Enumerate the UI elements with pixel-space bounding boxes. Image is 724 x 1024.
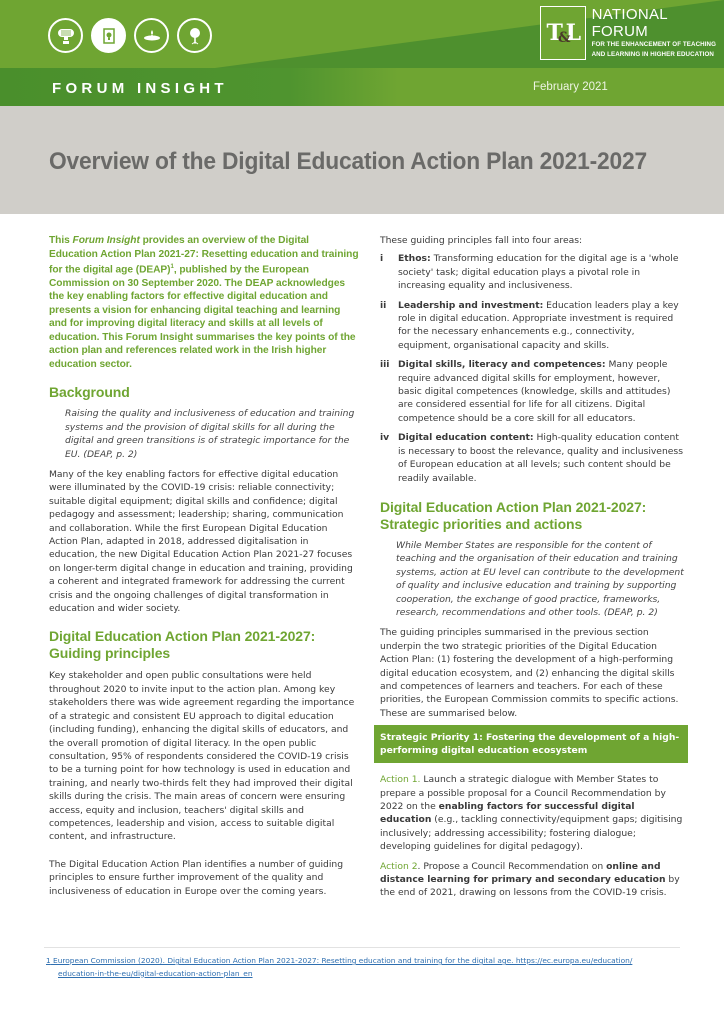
left-column <box>49 234 359 898</box>
footnote <box>46 955 686 980</box>
series-label: FORUM INSIGHT <box>52 80 228 97</box>
background-heading: Background <box>49 384 130 401</box>
logo-subtitle-1: FOR THE ENHANCEMENT OF TEACHING <box>591 41 717 48</box>
tree-roots-icon <box>177 18 212 53</box>
strategic-quote: While Member States are responsible for the content of teaching and the organisation of their education and training systems, action at EU level can contribute to the development of quality and inclusive education and training by supporting cooperation, the exchange of good practice, frameworks, research, recommendations and other tools. (DEAP, p. 2) <box>396 539 684 618</box>
title-band <box>0 106 724 214</box>
guiding-paragraph-2: The Digital Education Action Plan identifies a number of guiding principles to ensure further improvement of the quality and inclusiveness of education in Europe over the coming years. <box>49 858 344 897</box>
logo-title: NATIONAL FORUM <box>591 6 668 40</box>
principles-list <box>380 252 685 485</box>
publication-date: February 2021 <box>533 81 608 93</box>
logo-subtitle-2: AND LEARNING IN HIGHER EDUCATION <box>591 51 714 58</box>
page-title: Overview of the Digital Education Action Plan 2021-2027 <box>49 148 647 175</box>
right-column <box>380 234 685 900</box>
guiding-paragraph-1: Key stakeholder and open public consultations were held throughout 2020 to invite input to the action plan. Among key stakeholders there was wide agreement regarding the importance of a strategic and consistent EU approach to digital education (including funding), enhancing the digital skills of educators, and the overall promotion of digital literacy. In the open public consultation, 95% of respondents considered the COVID-19 crisis to be a turning point for how technology is used in education and training, and nearly two-thirds felt they had improved their digital skills during the crisis. The main areas of concern were ensuring access, equity and inclusion, teachers' digital skills and competences, leadership and vision, access to suitable digital content, and infrastructure. <box>49 670 355 843</box>
principle-item: iii Digital skills, literacy and competences: Many people require advanced digital skills for employment, however, basic digital competences (knowledge, skills and attitudes) are considered essential for life for all citizens. Digital competence should be a core skill for all educators. <box>380 359 671 424</box>
strategic-paragraph: The guiding principles summarised in the previous section underpin the two strategic priorities of the Digital Education Action Plan: (1) fostering the development of a high-performing digital education ecosystem, and (2) enhancing the digital skills and competences of learners and teachers. For each of these priorities, the European Commission commits to specific actions. These are summarised below. <box>380 627 679 719</box>
footnote-ref[interactable]: 1 <box>170 264 174 270</box>
guiding-principles-heading: Digital Education Action Plan 2021-2027: Guiding principles <box>49 628 316 662</box>
areas-intro: These guiding principles fall into four areas: <box>380 235 583 246</box>
principle-item: ii Leadership and investment: Education leaders play a key role in digital education. Appropriate investment is required for the necessary enhancements e.g., connectivity, equipment, organisational capacity and skills. <box>380 299 679 351</box>
footnote-divider <box>44 947 680 948</box>
theme-icons <box>48 18 212 53</box>
strategic-priority-1-box: Strategic Priority 1: Fostering the development of a high-performing digital education ecosystem <box>374 725 688 763</box>
intro-paragraph: This Forum Insight provides an overview of the Digital Education Action Plan 2021-27: Resetting education and training for the digital age (DEAP)$^1$, published by the European Commission on 30 September 2020. The DEAP acknowledges the key enabling factors for effective digital education and presents a vision for enhancing digital teaching and learning and for improving digital literacy and skills at all levels of education. This Forum Insight summarises the key points of the action plan and references related work in the Irish higher education sector. <box>49 235 359 370</box>
background-paragraph: Many of the key enabling factors for effective digital education were illuminated by the COVID-19 crisis: reliable connectivity; suitable digital equipment; digital skills and confidence; digital pedagogy and assessment; leadership; sharing, communication and collaboration. While the first European Digital Education Action Plan, adapted in 2018, addressed digitalisation in education, the new Digital Education Action Plan 2021-27 focuses on longer-term digital change in education and training, providing a coherent and integrated framework for addressing the current crisis and the ongoing challenges of digital transformation in education and wider society. <box>49 469 353 615</box>
action-2: Action 2. Propose a Council Recommendation on online and distance learning for primary and secondary education by the end of 2021, drawing on lessons from the COVID-19 crisis. <box>380 860 680 899</box>
lightbulb-bust-icon <box>48 18 83 53</box>
background-quote: Raising the quality and inclusiveness of education and training systems and the provision of digital skills for all during the digital and green transitions is of strategic importance for the EU. (DEAP, p. 2) <box>65 408 355 460</box>
strategic-priorities-heading: Digital Education Action Plan 2021-2027: Strategic priorities and actions <box>380 498 647 532</box>
lightbulb-screen-icon <box>91 18 126 53</box>
lamp-dish-icon <box>134 18 169 53</box>
principle-item: iv Digital education content: High-quality education content is necessary to boost the relevance, quality and inclusiveness of European education at all levels; such content should be readily available. <box>380 432 684 484</box>
series-band <box>0 68 724 106</box>
header-banner <box>0 0 724 68</box>
tl-logo-mark: T & L <box>540 6 586 60</box>
national-forum-logo <box>540 6 724 60</box>
action-1: Action 1. Launch a strategic dialogue with Member States to prepare a possible proposal for a Council Recommendation by 2022 on the enabling factors for successful digital education (e.g., tackling connectivity/equipment gaps; digitising inclusively; addressing accessibility; fostering dialogue; developing guidelines for digital pedagogy). <box>380 774 683 853</box>
principle-item: i Ethos: Transforming education for the digital age is a 'whole society' task; digital education plays a pivotal role in increasing equality and inclusiveness. <box>380 253 679 292</box>
footnote-link[interactable]: 1 European Commission (2020). Digital Education Action Plan 2021-2027: Resetting education and training for the digital age. https://ec.europa.eu/education/ education-in-the-eu/digital-education-action-plan_en <box>46 956 633 978</box>
